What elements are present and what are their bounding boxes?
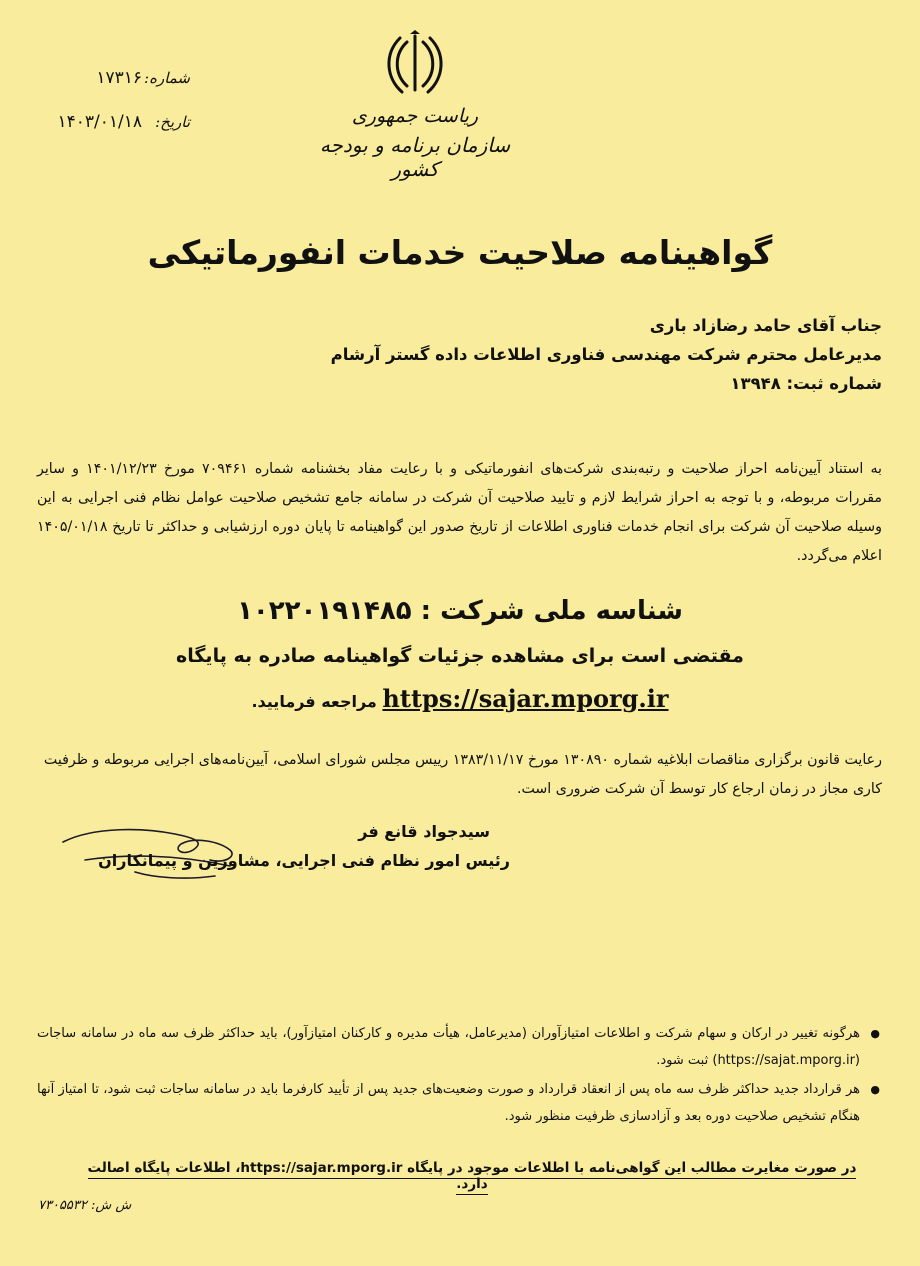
letter-date-value: ۱۴۰۳/۰۱/۱۸ <box>57 112 142 132</box>
recipient-block <box>282 316 882 403</box>
issuer-presidency: ریاست جمهوری <box>351 105 479 127</box>
serial-number: ش ش: ۷۳۰۵۵۳۲ <box>38 1198 132 1213</box>
letter-date-label: تاریخ: <box>155 113 190 131</box>
national-id: شناسه ملی شرکت : ۱۰۲۲۰۱۹۱۴۸۵ <box>237 596 683 626</box>
letter-date-row <box>30 112 190 132</box>
signer-name: سیدجواد قانع فر <box>358 822 490 841</box>
disclaimer <box>72 1160 872 1192</box>
lookup-notice: مقتضی است برای مشاهده جزئیات گواهینامه صادره به پایگاه <box>176 645 744 667</box>
lookup-link-row <box>0 684 920 713</box>
certificate-body: به استناد آیین‌نامه احراز صلاحیت و رتبه‌بندی شرکت‌های انفورماتیکی و با رعایت مفاد بخشنامه شماره ۷۰۹۴۶۱ مورخ ۱۴۰۱/۱۲/۲۳ و سایر مقررات مربوطه، و با توجه به احراز شرایط لازم و تایید صلاحیت آن شرکت در سامانه جامع تشخیص صلاحیت عوامل نظام فنی اجرایی به این وسیله صلاحیت آن شرکت برای انجام خدمات فناوری اطلاعات از تاریخ صدور این گواهینامه تا پایان دوره ارزشیابی و حداکثر تا تاریخ ۱۴۰۵/۰۱/۱۸ اعلام می‌گردد. <box>37 461 883 564</box>
issuer-organization: سازمان برنامه و بودجه کشور <box>319 133 511 181</box>
lookup-link-suffix: مراجعه فرمایید. <box>251 692 377 711</box>
recipient-name: جناب آقای حامد رضازاد باری <box>649 316 882 335</box>
sajar-link[interactable]: https://sajar.mporg.ir <box>382 684 669 713</box>
disclaimer-text: در صورت مغایرت مطالب این گواهی‌نامه با اطلاعات موجود در پایگاه https://sajar.mporg.ir، اطلاعات پایگاه اصالت دارد. <box>88 1160 857 1195</box>
issuer-block <box>300 105 530 181</box>
letter-meta <box>30 68 190 156</box>
footnote-item: ● هرگونه تغییر در ارکان و سهام شرکت و اطلاعات امتیازآوران (مدیرعامل، هیأت مدیره و کارکنان امتیازآور)، باید حداکثر ظرف سه ماه در سامانه ساجات (https://sajat.mporg.ir) ثبت شود. <box>37 1020 882 1074</box>
recipient-position: مدیرعامل محترم شرکت مهندسی فناوری اطلاعات داده گستر آرشام <box>330 345 882 364</box>
law-compliance-text: رعایت قانون برگزاری مناقصات ابلاغیه شماره ۱۳۰۸۹۰ مورخ ۱۳۸۳/۱۱/۱۷ رییس مجلس شورای اسلامی، آیین‌نامه‌های اجرایی مربوطه و ظرفیت کاری مجاز در زمان ارجاع کار توسط آن شرکت ضروری است. <box>43 752 882 797</box>
signer-title: رئیس امور نظام فنی اجرایی، مشاورین و پیمانکاران <box>98 851 510 870</box>
letter-number-row <box>30 68 190 88</box>
registration-number: شماره ثبت: ۱۳۹۴۸ <box>730 374 882 393</box>
certificate-title: گواهینامه صلاحیت خدمات انفورماتیکی <box>147 233 773 272</box>
signer-block <box>98 822 510 870</box>
iran-emblem-icon <box>380 28 450 98</box>
footnote-item: ● هر قرارداد جدید حداکثر ظرف سه ماه پس از انعقاد قرارداد و صورت وضعیت‌های جدید پس از تأیید کارفرما باید در سامانه ساجات ثبت شود، تا امتیاز آنها هنگام تشخیص صلاحیت دوره بعد و آزادسازی ظرفیت منظور شود. <box>37 1076 882 1130</box>
letter-number-value: ۱۷۳۱۶ <box>96 68 142 88</box>
letter-number-label: شماره: <box>144 69 190 87</box>
footnotes-list <box>37 1020 882 1132</box>
